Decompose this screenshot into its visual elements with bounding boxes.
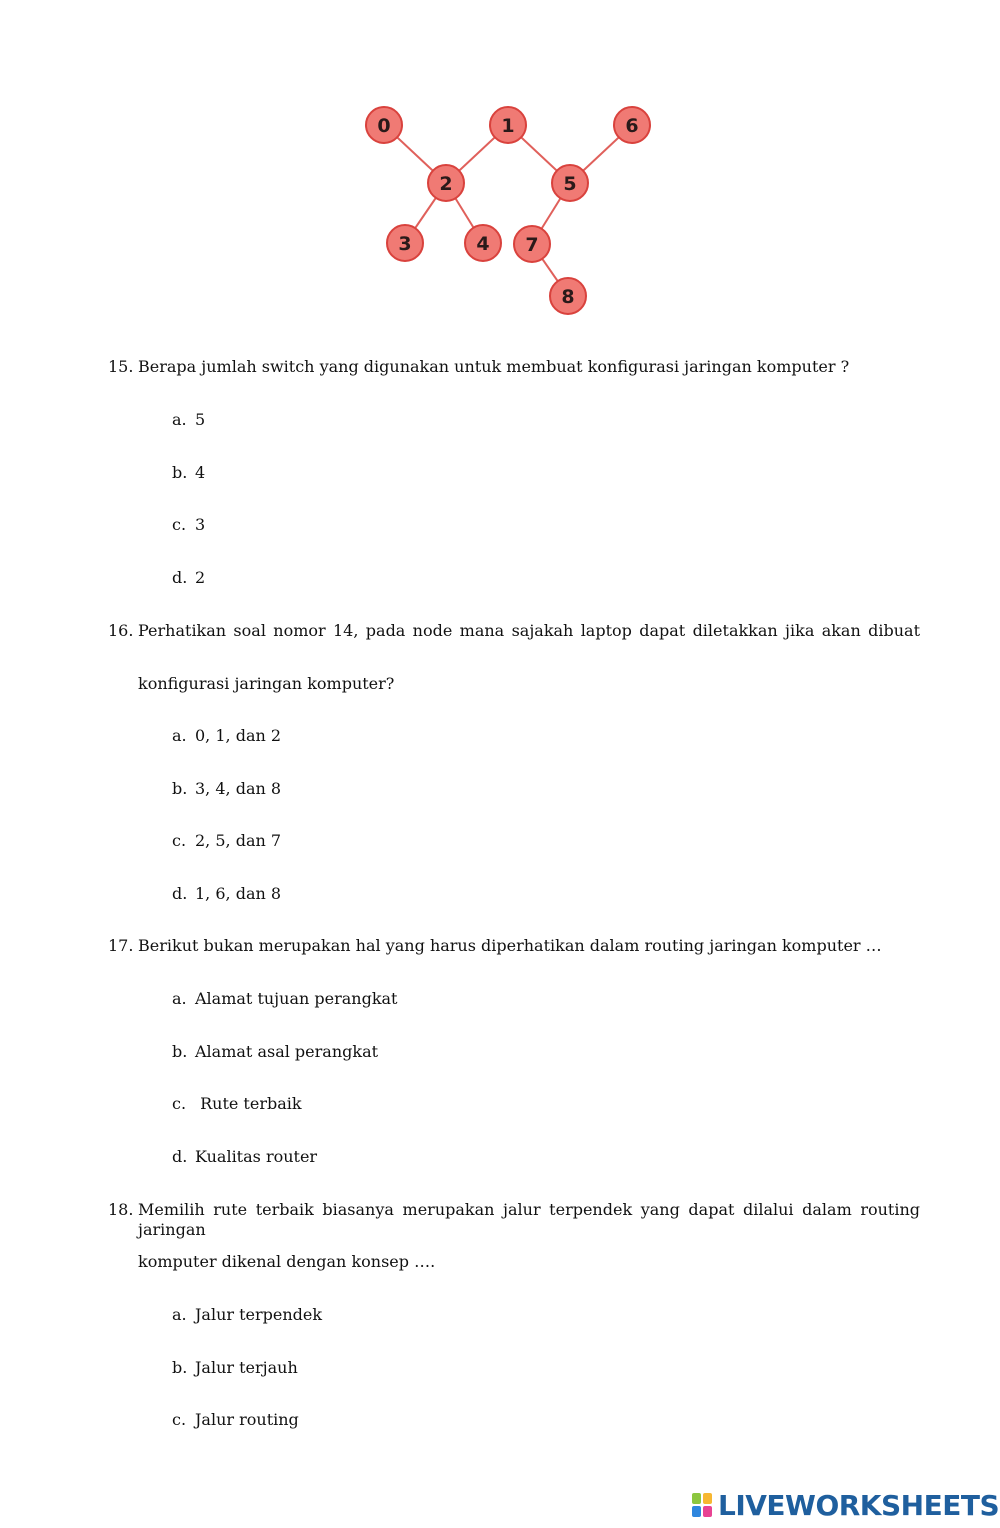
option-text: Alamat asal perangkat (195, 1042, 379, 1061)
liveworksheets-logo-icon (692, 1492, 714, 1518)
option-17d[interactable] (172, 1147, 317, 1167)
node-5 (552, 165, 588, 201)
node-label: 8 (561, 286, 575, 308)
option-letter: a. (172, 410, 187, 429)
option-text: 2, 5, dan 7 (195, 831, 282, 850)
node-0 (366, 107, 402, 143)
option-letter: d. (172, 884, 188, 903)
option-text: Alamat tujuan perangkat (195, 989, 398, 1008)
option-letter: c. (172, 1410, 187, 1429)
node-8 (550, 278, 586, 314)
option-18c[interactable] (172, 1410, 299, 1430)
option-text: 1, 6, dan 8 (195, 884, 282, 903)
question-17 (108, 936, 920, 956)
option-text: Kualitas router (195, 1147, 318, 1166)
option-letter: a. (172, 726, 187, 745)
option-letter: c. (172, 1094, 187, 1113)
option-16d[interactable] (172, 884, 281, 904)
question-number: 17. (108, 936, 134, 955)
option-letter: b. (172, 463, 188, 482)
option-text: Jalur terpendek (195, 1305, 323, 1324)
option-letter: b. (172, 779, 188, 798)
option-18b[interactable] (172, 1358, 298, 1378)
option-16c[interactable] (172, 831, 281, 851)
question-15 (108, 357, 920, 377)
question-18 (108, 1200, 920, 1239)
option-letter: d. (172, 1147, 188, 1166)
option-15d[interactable] (172, 568, 205, 588)
option-text: Rute terbaik (195, 1094, 302, 1113)
option-letter: c. (172, 831, 187, 850)
question-18-continued (108, 1252, 920, 1272)
option-text: 3 (195, 515, 206, 534)
node-2 (428, 165, 464, 201)
question-text-continued: komputer dikenal dengan konsep …. (138, 1252, 436, 1271)
option-15c[interactable] (172, 515, 205, 535)
option-17a[interactable] (172, 989, 397, 1009)
option-text: 2 (195, 568, 206, 587)
option-text: 5 (195, 410, 206, 429)
node-1 (490, 107, 526, 143)
question-number: 16. (108, 621, 134, 640)
option-letter: d. (172, 568, 188, 587)
option-15a[interactable] (172, 410, 205, 430)
question-number: 18. (108, 1200, 134, 1219)
option-16b[interactable] (172, 779, 281, 799)
brand-name: LIVEWORKSHEETS (718, 1488, 1000, 1522)
question-16-continued (108, 674, 920, 694)
question-text-continued: konfigurasi jaringan komputer? (138, 674, 395, 693)
node-label: 6 (625, 115, 639, 137)
node-label: 4 (476, 233, 490, 255)
option-16a[interactable] (172, 726, 281, 746)
liveworksheets-brand[interactable] (692, 1489, 999, 1521)
node-label: 2 (439, 173, 453, 195)
option-17b[interactable] (172, 1042, 378, 1062)
option-15b[interactable] (172, 463, 205, 483)
node-label: 3 (398, 233, 412, 255)
node-3 (387, 225, 423, 261)
node-label: 1 (501, 115, 515, 137)
option-letter: c. (172, 515, 187, 534)
question-text: Perhatikan soal nomor 14, pada node mana sajakah laptop dapat diletakkan jika akan dibuat (138, 621, 920, 640)
option-letter: a. (172, 989, 187, 1008)
option-text: Jalur routing (195, 1410, 299, 1429)
network-graph (350, 95, 670, 325)
node-label: 0 (377, 115, 391, 137)
option-letter: b. (172, 1042, 188, 1061)
question-16 (108, 621, 920, 641)
option-letter: b. (172, 1358, 188, 1377)
option-text: Jalur terjauh (195, 1358, 298, 1377)
question-text: Berapa jumlah switch yang digunakan untuk membuat konfigurasi jaringan komputer ? (138, 357, 850, 376)
option-letter: a. (172, 1305, 187, 1324)
network-diagram (350, 95, 670, 325)
option-text: 3, 4, dan 8 (195, 779, 282, 798)
option-18a[interactable] (172, 1305, 322, 1325)
node-label: 7 (525, 234, 539, 256)
node-7 (514, 226, 550, 262)
option-17c[interactable] (172, 1094, 302, 1114)
question-text: Memilih rute terbaik biasanya merupakan jalur terpendek yang dapat dilalui dalam routing jaringan (138, 1200, 920, 1239)
option-text: 4 (195, 463, 206, 482)
question-text: Berikut bukan merupakan hal yang harus diperhatikan dalam routing jaringan komputer … (138, 936, 882, 955)
node-4 (465, 225, 501, 261)
node-label: 5 (563, 173, 577, 195)
node-6 (614, 107, 650, 143)
option-text: 0, 1, dan 2 (195, 726, 282, 745)
question-number: 15. (108, 357, 134, 376)
